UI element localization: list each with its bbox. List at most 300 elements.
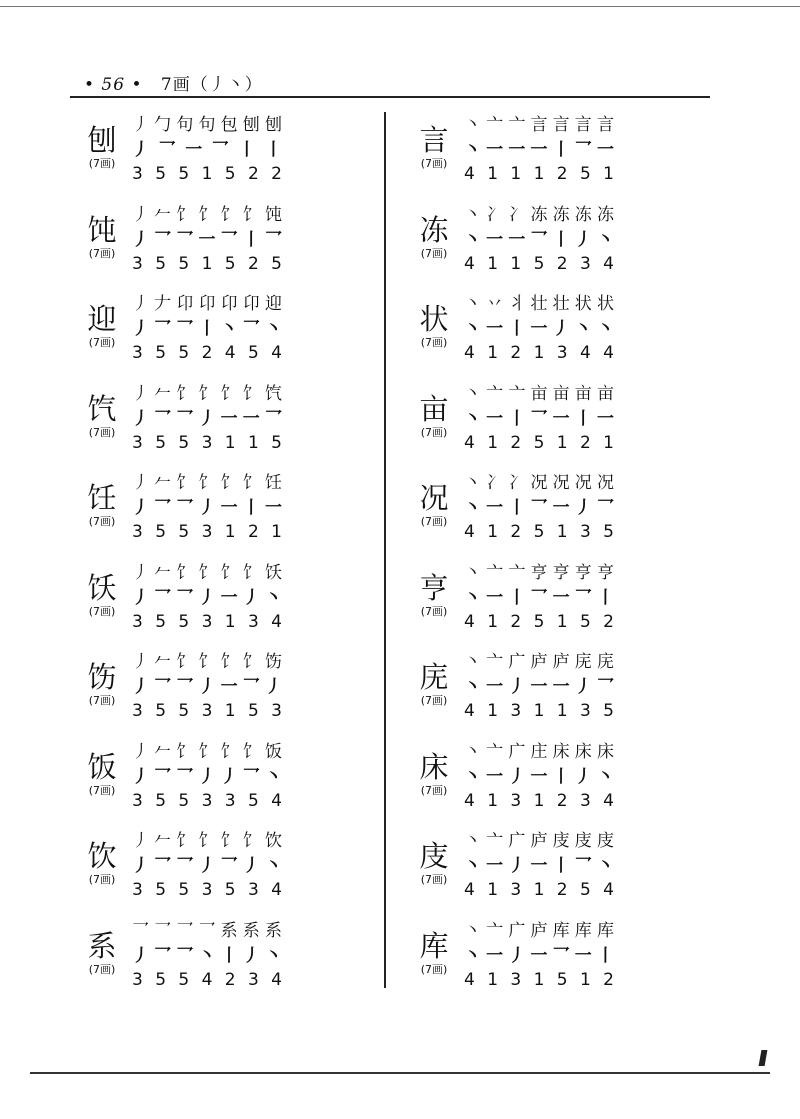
stroke-code: 4 (579, 343, 591, 363)
header-rule (70, 96, 710, 98)
stroke-step: 丿 (132, 204, 149, 225)
stroke-shape: 乛 (242, 319, 260, 339)
stroke-shape: 一 (486, 140, 504, 160)
entry-character: 亩 (419, 391, 449, 426)
stroke-shape: 丨 (508, 408, 526, 429)
stroke-code: 1 (533, 790, 545, 811)
stroke-sequence (464, 293, 614, 315)
stroke-codes (132, 880, 282, 900)
stroke-code: 3 (132, 522, 143, 542)
stroke-step: 饣 (198, 473, 216, 493)
stroke-code: 5 (155, 611, 167, 632)
stroke-shape: 丶 (464, 319, 481, 339)
stroke-code: 1 (533, 880, 545, 900)
stroke-shape: 乛 (530, 587, 548, 608)
stroke-shape: 乛 (574, 587, 592, 608)
stroke-code: 5 (533, 522, 545, 542)
stroke-shape: 乛 (574, 856, 592, 876)
stroke-code: 5 (178, 432, 190, 453)
stroke-step: 言 (574, 115, 592, 135)
stroke-shape: 丶 (264, 856, 282, 876)
stroke-code: 3 (132, 343, 143, 363)
stroke-shape: 一 (530, 766, 548, 787)
stroke-code: 5 (155, 969, 167, 990)
stroke-list (132, 230, 282, 250)
stroke-code: 3 (132, 432, 143, 453)
stroke-shape: 乛 (552, 945, 570, 966)
stroke-shape: 丨 (574, 408, 592, 429)
stroke-step: 饣 (242, 741, 260, 762)
stroke-step: 饣 (220, 204, 238, 225)
stroke-step: 句 (176, 115, 194, 135)
stroke-code: 1 (271, 522, 282, 542)
stroke-shape: 丿 (132, 587, 149, 608)
stroke-sequence (464, 383, 614, 405)
stroke-shape: 乛 (154, 498, 172, 518)
character-entry (74, 466, 374, 556)
stroke-code: 5 (224, 880, 236, 900)
stroke-shape: 丶 (464, 587, 481, 608)
stroke-code: 1 (510, 253, 522, 274)
character-entry (74, 824, 374, 914)
stroke-step: 句 (198, 115, 216, 135)
stroke-sequence (464, 651, 614, 673)
stroke-count-label: (7画) (420, 604, 448, 618)
stroke-code: 1 (556, 522, 568, 542)
stroke-step: 饣 (220, 652, 238, 672)
stroke-code: 3 (132, 790, 143, 811)
stroke-code: 5 (155, 253, 167, 274)
stroke-shape: 一 (264, 498, 282, 518)
stroke-code: 3 (556, 343, 568, 363)
stroke-code: 4 (464, 701, 475, 721)
stroke-sequence (132, 920, 282, 942)
stroke-shape: 一 (220, 408, 238, 429)
stroke-code: 2 (579, 432, 591, 453)
stroke-step: 况 (596, 473, 614, 493)
stroke-code: 3 (201, 522, 213, 542)
stroke-code: 4 (201, 969, 213, 990)
stroke-shape: 丿 (198, 677, 216, 697)
stroke-step: 饪 (264, 473, 282, 493)
stroke-shape: 丿 (132, 766, 149, 787)
stroke-step: 亠 (508, 115, 526, 135)
stroke-step: 库 (574, 920, 592, 941)
stroke-shape: 乛 (158, 140, 176, 160)
stroke-code: 2 (247, 253, 259, 274)
stroke-step: 饣 (198, 831, 216, 851)
stroke-codes (464, 612, 614, 632)
stroke-step: 亠 (486, 920, 504, 941)
stroke-step: 迎 (264, 294, 282, 314)
stroke-step: 庐 (530, 920, 548, 941)
stroke-code: 1 (224, 701, 236, 721)
stroke-step: 刨 (264, 115, 282, 135)
stroke-list (132, 588, 282, 608)
stroke-shape: 一 (486, 229, 504, 250)
page-number: • 56 • (84, 75, 143, 95)
stroke-list (132, 946, 282, 966)
stroke-code: 5 (155, 432, 167, 453)
stroke-shape: 丶 (464, 408, 481, 429)
stroke-step: 饣 (198, 562, 216, 583)
character-entry (406, 645, 706, 735)
stroke-shape: 乛 (154, 856, 172, 876)
stroke-step: 亨 (552, 562, 570, 583)
stroke-step: 壮 (530, 294, 548, 314)
stroke-code: 1 (487, 880, 499, 900)
stroke-code: 2 (247, 164, 259, 184)
stroke-code: 4 (603, 343, 614, 363)
stroke-code: 1 (487, 343, 499, 363)
stroke-code: 2 (247, 522, 259, 542)
stroke-shape: 乛 (264, 229, 282, 250)
stroke-shape: 丿 (132, 229, 149, 250)
stroke-shape: 丨 (596, 587, 614, 608)
stroke-step: 𠂉 (154, 831, 172, 851)
stroke-shape: 丿 (264, 677, 282, 697)
stroke-step: 丶 (464, 294, 481, 314)
stroke-code: 4 (271, 880, 282, 900)
stroke-shape: 乛 (176, 945, 194, 966)
stroke-code: 3 (510, 790, 522, 811)
stroke-count-label: (7画) (420, 783, 448, 797)
stroke-shape: 丿 (132, 677, 149, 697)
stroke-code: 5 (224, 253, 236, 274)
stroke-shape: 丶 (464, 498, 481, 518)
stroke-shape: 丿 (198, 856, 216, 876)
entry-character: 饮 (87, 839, 117, 873)
stroke-code: 5 (178, 969, 190, 990)
stroke-code: 2 (556, 790, 568, 811)
stroke-step: 𠂉 (154, 383, 172, 404)
stroke-code: 1 (487, 611, 499, 632)
stroke-shape: 丶 (264, 587, 282, 608)
stroke-shape: 丿 (132, 498, 149, 518)
stroke-step: 刨 (242, 115, 260, 135)
stroke-list (132, 677, 282, 697)
stroke-step: 𠂇 (154, 294, 172, 314)
stroke-codes (464, 522, 614, 542)
stroke-step: 况 (552, 473, 570, 493)
stroke-shape: 一 (530, 856, 548, 876)
stroke-shape: 丨 (552, 766, 570, 787)
stroke-code: 5 (178, 164, 190, 184)
stroke-step: 亨 (574, 562, 592, 583)
stroke-code: 2 (556, 880, 568, 900)
stroke-shape: 乛 (211, 140, 229, 160)
stroke-step: 饣 (220, 473, 238, 493)
stroke-code: 1 (224, 432, 236, 453)
stroke-shape: 丨 (508, 319, 526, 339)
stroke-step: 乛 (176, 920, 194, 941)
stroke-code: 2 (510, 432, 522, 453)
stroke-code: 3 (201, 880, 213, 900)
stroke-step: 言 (552, 115, 570, 135)
bottom-rule (30, 1072, 770, 1074)
stroke-step: 亩 (596, 383, 614, 404)
stroke-code: 3 (201, 611, 213, 632)
stroke-shape: 一 (486, 498, 504, 518)
stroke-shape: 一 (486, 587, 504, 608)
stroke-code: 1 (510, 164, 522, 184)
stroke-list (464, 319, 614, 339)
stroke-step: 冫 (508, 204, 526, 225)
stroke-code: 4 (464, 611, 475, 632)
stroke-code: 1 (201, 253, 213, 274)
stroke-codes (464, 343, 614, 363)
entry-character: 庑 (419, 660, 449, 694)
stroke-count-label: (7画) (88, 783, 116, 797)
stroke-code: 5 (224, 164, 236, 184)
stroke-shape: 乛 (220, 856, 238, 876)
stroke-code: 3 (579, 701, 591, 721)
stroke-step: 丿 (132, 562, 149, 583)
stroke-step: 丿 (132, 383, 149, 404)
character-entry (406, 466, 706, 556)
stroke-code: 4 (464, 343, 475, 363)
stroke-count-label: (7画) (88, 604, 116, 618)
stroke-shape: 一 (242, 408, 260, 429)
stroke-count-label: (7画) (420, 246, 448, 260)
stroke-step: 系 (220, 920, 238, 941)
entry-character: 冻 (419, 212, 449, 247)
stroke-shape: 丿 (198, 498, 216, 518)
stroke-code: 3 (132, 880, 143, 900)
stroke-step: 丿 (132, 652, 149, 672)
stroke-count-label: (7画) (420, 873, 448, 886)
stroke-step: 乛 (198, 920, 216, 941)
stroke-code: 3 (247, 611, 259, 632)
stroke-code: 5 (155, 880, 167, 900)
stroke-shape: 一 (198, 229, 216, 250)
stroke-list (132, 319, 282, 339)
stroke-code: 4 (603, 790, 614, 811)
character-entry (406, 914, 706, 1004)
character-entry (406, 824, 706, 914)
stroke-shape: 丨 (242, 498, 260, 518)
stroke-shape: 一 (530, 319, 548, 339)
stroke-code: 1 (487, 969, 499, 990)
entry-character: 饩 (87, 391, 117, 426)
stroke-shape: 乛 (154, 319, 172, 339)
stroke-count-label: (7画) (420, 962, 448, 976)
stroke-step: 丶 (464, 204, 481, 225)
stroke-list (464, 856, 614, 876)
stroke-step: 亠 (486, 383, 504, 404)
stroke-code: 3 (271, 701, 282, 721)
stroke-step: 𠂉 (154, 562, 172, 583)
stroke-code: 3 (510, 880, 522, 900)
stroke-step: 状 (574, 294, 592, 314)
stroke-step: 包 (220, 115, 238, 135)
stroke-codes (464, 164, 614, 184)
stroke-shape: 一 (530, 140, 548, 160)
stroke-code: 1 (533, 701, 545, 721)
stroke-step: 言 (530, 115, 548, 135)
stroke-shape: 丶 (464, 677, 481, 697)
stroke-shape: 一 (530, 945, 548, 966)
stroke-shape: 丨 (552, 856, 570, 876)
stroke-shape: 乛 (530, 229, 548, 250)
stroke-step: 亠 (486, 741, 504, 762)
stroke-count-label: (7画) (420, 336, 448, 349)
stroke-step: 饣 (198, 383, 216, 404)
stroke-shape: 丶 (464, 140, 481, 160)
stroke-count-label: (7画) (88, 157, 116, 170)
stroke-step: 丶 (464, 473, 481, 493)
stroke-step: 勹 (154, 115, 172, 135)
stroke-shape: 一 (486, 677, 504, 697)
stroke-shape: 一 (552, 498, 570, 518)
stroke-step: 冻 (530, 204, 548, 225)
stroke-codes (464, 433, 614, 453)
stroke-codes (132, 522, 282, 542)
stroke-shape: 一 (220, 587, 238, 608)
stroke-step: 饭 (264, 741, 282, 762)
entry-character: 饨 (87, 212, 117, 247)
stroke-codes (464, 880, 614, 900)
stroke-list (464, 409, 614, 429)
stroke-step: 卬 (176, 294, 194, 314)
stroke-step: 状 (596, 294, 614, 314)
stroke-shape: 一 (220, 498, 238, 518)
stroke-step: 庋 (574, 831, 592, 851)
stroke-step: 亠 (486, 115, 504, 135)
stroke-shape: 丿 (198, 408, 216, 429)
scan-edge-mark (759, 1050, 768, 1066)
stroke-shape: 乛 (176, 229, 194, 250)
stroke-code: 3 (201, 790, 213, 811)
stroke-step: 饨 (264, 204, 282, 225)
stroke-sequence (132, 204, 282, 226)
entry-character: 迎 (87, 302, 117, 336)
stroke-shape: 乛 (176, 498, 194, 518)
stroke-codes (464, 970, 614, 990)
stroke-codes (132, 164, 282, 184)
stroke-code: 4 (464, 253, 475, 274)
stroke-code: 1 (556, 611, 568, 632)
stroke-shape: 一 (596, 140, 614, 160)
stroke-step: 乛 (154, 920, 172, 941)
right-column (406, 108, 706, 1003)
stroke-sequence (464, 920, 614, 942)
stroke-sequence (464, 741, 614, 763)
stroke-shape: 乛 (242, 766, 260, 787)
stroke-codes (132, 970, 282, 990)
stroke-shape: 乛 (176, 856, 194, 876)
stroke-sequence (464, 204, 614, 226)
entry-character: 庋 (419, 839, 449, 873)
stroke-step: 库 (552, 920, 570, 941)
character-entry (74, 108, 374, 198)
stroke-step: 庋 (596, 831, 614, 851)
stroke-code: 2 (271, 164, 282, 184)
stroke-code: 5 (155, 522, 167, 542)
stroke-shape: 一 (486, 766, 504, 787)
stroke-step: 饮 (264, 831, 282, 851)
stroke-shape: 乛 (154, 677, 172, 697)
stroke-code: 5 (155, 790, 167, 811)
stroke-step: 丶 (464, 831, 481, 851)
stroke-shape: 丿 (508, 945, 526, 966)
stroke-step: 丶 (464, 115, 481, 135)
stroke-code: 3 (247, 969, 259, 990)
stroke-code: 1 (201, 164, 213, 184)
character-entry (74, 735, 374, 825)
stroke-shape: 丿 (132, 319, 149, 339)
stroke-step: 丿 (132, 294, 149, 314)
stroke-step: 丿 (132, 115, 149, 135)
stroke-code: 5 (178, 790, 190, 811)
stroke-shape: 一 (530, 677, 548, 697)
stroke-shape: 一 (486, 319, 504, 339)
entry-character: 床 (419, 749, 449, 784)
stroke-shape: 乛 (596, 677, 614, 697)
stroke-shape: 乛 (176, 587, 194, 608)
stroke-step: 庑 (596, 652, 614, 672)
stroke-step: 饣 (220, 383, 238, 404)
stroke-shape: 丿 (242, 856, 260, 876)
stroke-code: 5 (556, 969, 568, 990)
stroke-step: 冻 (574, 204, 592, 225)
stroke-list (132, 856, 282, 876)
stroke-code: 5 (271, 253, 282, 274)
stroke-step: 庄 (530, 741, 548, 762)
stroke-list (132, 498, 282, 518)
stroke-shape: 一 (486, 408, 504, 429)
stroke-code: 1 (224, 611, 236, 632)
stroke-code: 4 (464, 164, 475, 184)
character-entry (74, 198, 374, 288)
stroke-step: 冻 (596, 204, 614, 225)
character-entry (406, 198, 706, 288)
stroke-shape: 丶 (464, 766, 481, 787)
stroke-step: 亨 (530, 562, 548, 583)
stroke-step: 丿 (132, 831, 149, 851)
stroke-shape: 一 (486, 945, 504, 966)
stroke-step: 饣 (220, 741, 238, 762)
stroke-step: 丶 (464, 652, 481, 672)
stroke-shape: 丶 (574, 319, 592, 339)
stroke-code: 3 (132, 164, 143, 184)
stroke-code: 3 (132, 969, 143, 990)
stroke-code: 2 (510, 522, 522, 542)
entry-character: 刨 (87, 123, 117, 157)
page-header (84, 70, 263, 95)
character-entry (74, 645, 374, 735)
stroke-code: 5 (579, 611, 591, 632)
stroke-codes (464, 701, 614, 721)
stroke-shape: 丨 (220, 945, 238, 966)
stroke-sequence (464, 472, 614, 494)
stroke-shape: 丿 (508, 856, 526, 876)
stroke-shape: 乛 (264, 408, 282, 429)
stroke-count-label: (7画) (88, 962, 116, 976)
stroke-shape: 丶 (220, 319, 238, 339)
stroke-step: 广 (508, 831, 526, 851)
stroke-count-label: (7画) (88, 425, 116, 439)
entry-character: 饬 (87, 660, 117, 694)
stroke-shape: 乛 (176, 677, 194, 697)
stroke-code: 2 (201, 343, 213, 363)
stroke-shape: 丿 (574, 229, 592, 250)
stroke-step: 饣 (176, 473, 194, 493)
stroke-code: 5 (178, 611, 190, 632)
stroke-step: 丶 (464, 741, 481, 762)
stroke-step: 𠂉 (154, 741, 172, 762)
stroke-shape: 乛 (154, 408, 172, 429)
